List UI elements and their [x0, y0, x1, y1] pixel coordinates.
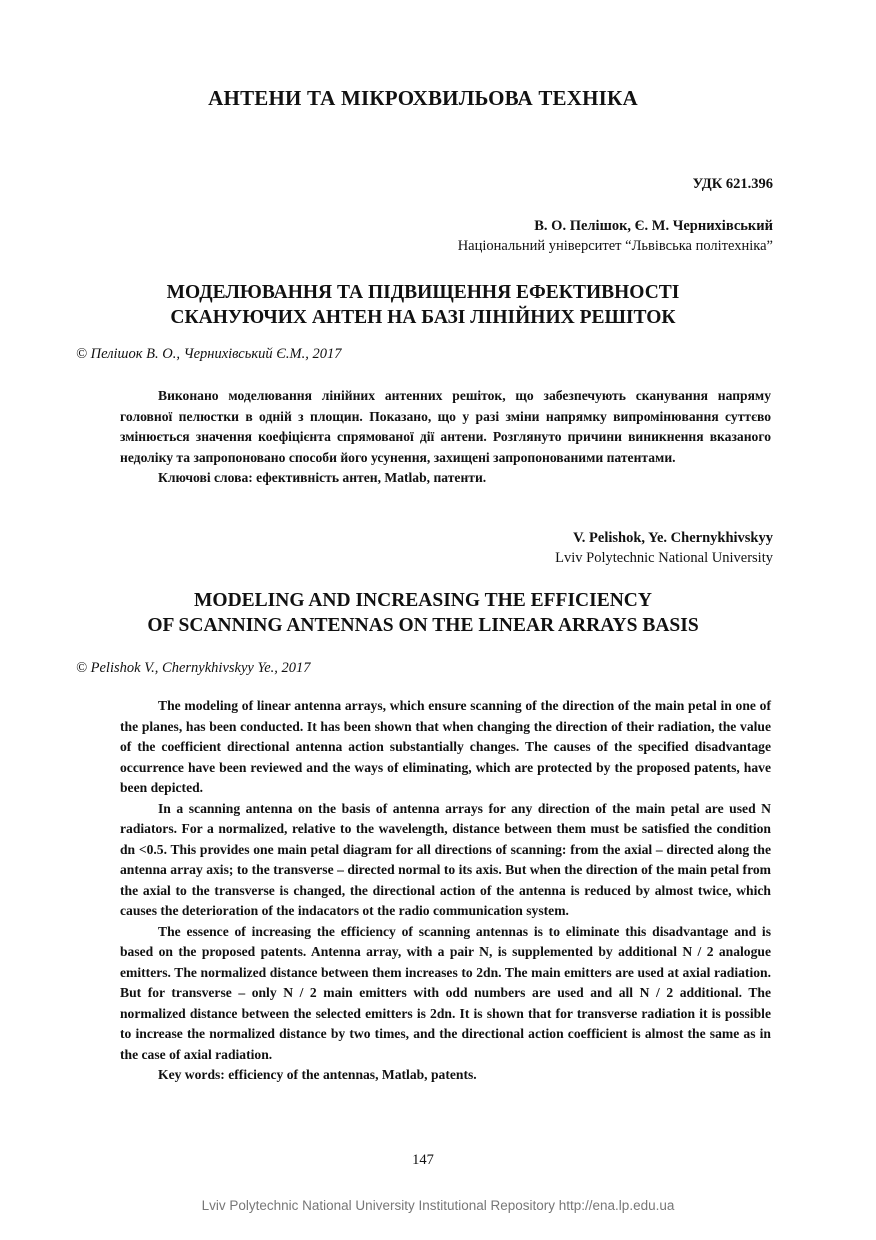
abstract-english-paragraph-3: The essence of increasing the efficiency of scanning antennas is to eliminate this disadvantage and is based on the proposed patents. Antenna array, with a pair N, is supplemented by additional N / 2 analogue emitters. The normalized distance between them increases to 2dn. The main emitters are used at axial radiation. But for transverse – only N / 2 main emitters with odd numbers are used and all N / 2 additional. The normalized distance between the selected emitters is 2dn. It is shown that for transverse radiation it is possible to increase the normalized distance by two times, and the directional action coefficient is almost the same as in the case of axial radiation. [120, 923, 771, 1062]
title-ukrainian-line1: МОДЕЛЮВАННЯ ТА ПІДВИЩЕННЯ ЕФЕКТИВНОСТІ [166, 282, 680, 303]
affiliation-english: Lviv Polytechnic National University [555, 550, 773, 566]
copyright-english: © Pelishok V., Chernykhivskyy Ye., 2017 [76, 660, 311, 676]
abstract-english-paragraph-1: The modeling of linear antenna arrays, which ensure scanning of the direction of the main petal in one of the planes, has been conducted. It has been shown that when changing the direction of their radiation, the value of the coefficient directional antenna action substantially changes. The causes of the specified disadvantage occurrence have been reviewed and the ways of eliminating, which are protected by the proposed patents, have been depicted. [120, 698, 771, 795]
abstract-english [120, 696, 771, 1086]
abstract-english-paragraph-2: In a scanning antenna on the basis of antenna arrays for any direction of the main petal are used N radiators. For a normalized, relative to the wavelength, distance between them must be satisfied the condition dn <0.5. This provides one main petal diagram for all directions of scanning: from the axial – directed along the antenna array axis; to the transverse – directed normal to its axis. But when the direction of the main petal from the axial to the transverse is changed, the directional action of the antenna is reduced by almost twice, which causes the deterioration of the indacators ot the radio communication system. [120, 800, 771, 918]
title-ukrainian-line2: СКАНУЮЧИХ АНТЕН НА БАЗІ ЛІНІЙНИХ РЕШІТОК [170, 307, 676, 328]
page-number: 147 [412, 1152, 434, 1168]
section-title: АНТЕНИ ТА МІКРОХВИЛЬОВА ТЕХНІКА [208, 86, 638, 110]
title-english-line1: MODELING AND INCREASING THE EFFICIENCY [194, 590, 652, 611]
affiliation-ukrainian: Національний університет “Львівська політехніка” [457, 238, 773, 254]
paper-title-english [0, 588, 846, 638]
authors-ukrainian: В. О. Пелішок, Є. М. Черниxівський [534, 218, 773, 234]
paper-title-ukrainian [0, 280, 846, 330]
abstract-ukrainian-text: Виконано моделювання лінійних антенних решіток, що забезпечують сканування напряму головної пелюстки в одній з площин. Показано, що у разі зміни напрямку випромінювання суттєво змінюється значення коефіцієнта спрямованої дії антени. Розглянуто причини виникнення вказаного недоліку та запропоновано способи його усунення, захищені запропонованими патентами. [120, 388, 771, 465]
udk-code: УДК 621.396 [692, 176, 773, 192]
copyright-ukrainian: © Пелішок В. О., Черниxівський Є.М., 2017 [76, 346, 342, 362]
authors-english: V. Pelishok, Ye. Chernykhivskyy [573, 530, 773, 546]
repository-footer: Lviv Polytechnic National University Institutional Repository http://ena.lp.edu.ua [201, 1198, 675, 1213]
title-english-line2: OF SCANNING ANTENNAS ON THE LINEAR ARRAYS BASIS [147, 615, 699, 636]
keywords-ukrainian: Ключові слова: ефективність антен, Matlab, патенти. [158, 470, 487, 485]
keywords-english: Key words: efficiency of the antennas, Matlab, patents. [158, 1067, 477, 1082]
abstract-ukrainian [120, 386, 771, 489]
